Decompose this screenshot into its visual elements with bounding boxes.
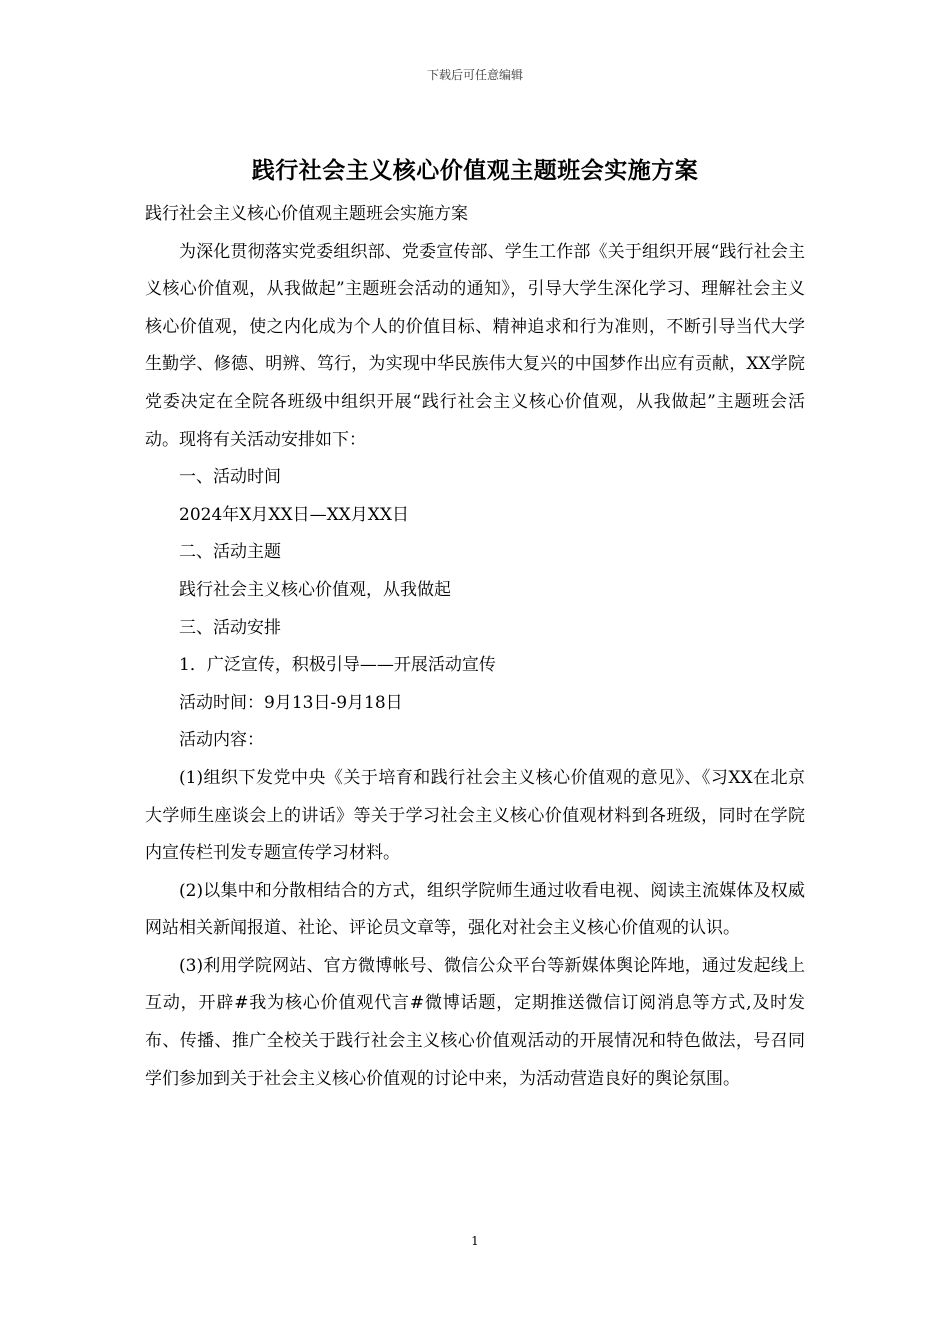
document-title: 践行社会主义核心价值观主题班会实施方案 [251, 157, 699, 184]
item-heading: 1．广泛宣传，积极引导——开展活动宣传 [179, 655, 496, 676]
list-item: (2)以集中和分散相结合的方式，组织学院师生通过收看电视、阅读主流媒体及权威网站相关新闻报道、社论、评论员文章等，强化对社会主义核心价值观的认识。 [145, 880, 805, 939]
header-note: 下载后可任意编辑 [426, 68, 523, 82]
section-heading-arrangement: 三、活动安排 [179, 617, 281, 638]
item-time: 活动时间：9月13日-9月18日 [179, 692, 403, 713]
section-content-theme: 践行社会主义核心价值观，从我做起 [179, 579, 451, 600]
list-item: (1)组织下发党中央《关于培育和践行社会主义核心价值观的意见》、《习XX在北京大学师生座谈会上的讲话》等关于学习社会主义核心价值观材料到各班级，同时在学院内宣传栏刊发专题宣传学习材料。 [145, 767, 805, 864]
list-item: (3)利用学院网站、官方微博帐号、微信公众平台等新媒体舆论阵地，通过发起线上互动，开辟#我为核心价值观代言#微博话题，定期推送微信订阅消息等方式,及时发布、传播、推广全校关于践行社会主义核心价值观活动的开展情况和特色做法，号召同学们参加到关于社会主义核心价值观的讨论中来，为活动营造良好的舆论氛围。 [145, 955, 805, 1089]
document-body [145, 196, 805, 1098]
section-heading-theme: 二、活动主题 [179, 542, 281, 563]
intro-paragraph: 为深化贯彻落实党委组织部、党委宣传部、学生工作部《关于组织开展“践行社会主义核心价值观，从我做起”主题班会活动的通知》，引导大学生深化学习、理解社会主义核心价值观，使之内化成为个人的价值目标、精神追求和行为准则，不断引导当代大学生勤学、修德、明辨、笃行，为实现中华民族伟大复兴的中国梦作出应有贡献，XX学院党委决定在全院各班级中组织开展“践行社会主义核心价值观，从我做起”主题班会活动。现将有关活动安排如下： [145, 241, 805, 450]
document-subtitle: 践行社会主义核心价值观主题班会实施方案 [145, 204, 468, 224]
item-content-label: 活动内容： [179, 730, 264, 751]
section-content-time: 2024年X月XX日—XX月XX日 [179, 504, 409, 525]
section-heading-time: 一、活动时间 [179, 467, 281, 488]
page-number: 1 [471, 1234, 479, 1248]
